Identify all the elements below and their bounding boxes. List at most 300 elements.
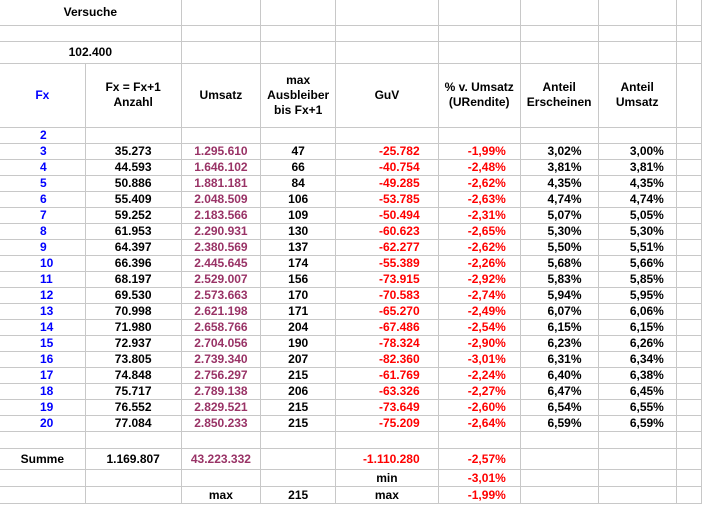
anteil-e-value: 5,68% xyxy=(547,256,582,270)
max-cell[interactable] xyxy=(261,399,336,415)
cell[interactable] xyxy=(676,351,701,367)
cell[interactable] xyxy=(598,469,676,486)
fx-cell[interactable] xyxy=(0,223,85,239)
anzahl-cell[interactable] xyxy=(85,303,181,319)
anzahl-cell[interactable] xyxy=(85,255,181,271)
cell[interactable] xyxy=(181,469,261,486)
anteil-u-cell[interactable] xyxy=(598,415,676,431)
anzahl-cell[interactable] xyxy=(85,223,181,239)
max-cell[interactable] xyxy=(261,159,336,175)
table-row xyxy=(0,367,702,383)
max-cell[interactable] xyxy=(261,415,336,431)
anzahl-cell[interactable] xyxy=(85,399,181,415)
umsatz-value: 2.529.007 xyxy=(194,272,248,286)
cell[interactable] xyxy=(85,469,181,486)
rendite-cell[interactable] xyxy=(438,351,520,367)
rendite-cell[interactable] xyxy=(438,335,520,351)
max-cell[interactable] xyxy=(261,143,336,159)
cell[interactable] xyxy=(85,431,181,448)
anteil-u-cell[interactable] xyxy=(598,367,676,383)
anteil-u-cell[interactable] xyxy=(598,287,676,303)
fx-cell[interactable] xyxy=(0,415,85,431)
rendite-cell[interactable] xyxy=(438,255,520,271)
header-anzahl[interactable] xyxy=(85,63,181,127)
rendite-cell[interactable] xyxy=(438,367,520,383)
fx-cell[interactable] xyxy=(0,399,85,415)
guv-cell[interactable] xyxy=(336,415,438,431)
table-row xyxy=(0,319,702,335)
anteil-u-value: 5,30% xyxy=(629,224,664,238)
rendite-value: -2,62% xyxy=(467,176,506,190)
header-fx[interactable] xyxy=(0,63,85,127)
fx-cell[interactable] xyxy=(0,255,85,271)
umsatz-cell[interactable] xyxy=(181,415,261,431)
anzahl-cell[interactable] xyxy=(85,319,181,335)
max-cell[interactable] xyxy=(261,175,336,191)
cell[interactable] xyxy=(0,486,85,503)
anteil-e-cell[interactable] xyxy=(520,367,598,383)
anteil-u-cell[interactable] xyxy=(598,159,676,175)
anzahl-cell[interactable] xyxy=(85,175,181,191)
anzahl-cell[interactable] xyxy=(85,335,181,351)
umsatz-cell[interactable] xyxy=(181,367,261,383)
rendite-cell[interactable] xyxy=(438,303,520,319)
summe-anzahl-cell[interactable] xyxy=(85,448,181,469)
table-row xyxy=(0,335,702,351)
anteil-u-cell[interactable] xyxy=(598,383,676,399)
cell[interactable] xyxy=(438,431,520,448)
guv-cell[interactable] xyxy=(336,335,438,351)
max-label2-cell[interactable] xyxy=(336,486,438,503)
fx-value: 19 xyxy=(40,400,54,414)
guv-cell[interactable] xyxy=(336,287,438,303)
rendite-cell[interactable] xyxy=(438,239,520,255)
anteil-u-cell[interactable] xyxy=(598,175,676,191)
guv-cell[interactable] xyxy=(336,191,438,207)
cell[interactable] xyxy=(85,486,181,503)
cell[interactable] xyxy=(520,431,598,448)
anzahl-cell[interactable] xyxy=(85,351,181,367)
max-value: 206 xyxy=(288,384,309,398)
guv-value: -82.360 xyxy=(378,352,420,366)
cell[interactable] xyxy=(336,431,438,448)
guv-cell[interactable] xyxy=(336,255,438,271)
cell[interactable] xyxy=(676,223,701,239)
rendite-cell[interactable] xyxy=(438,191,520,207)
cell[interactable] xyxy=(676,255,701,271)
min-label-cell[interactable] xyxy=(336,469,438,486)
table-row xyxy=(0,351,702,367)
rendite-cell[interactable] xyxy=(438,399,520,415)
fx-cell[interactable] xyxy=(0,351,85,367)
anzahl-value: 70.998 xyxy=(114,304,152,318)
cell[interactable] xyxy=(438,41,520,63)
max-label: max xyxy=(208,487,233,502)
cell[interactable] xyxy=(676,448,701,469)
anteil-u-cell[interactable] xyxy=(598,303,676,319)
cell[interactable] xyxy=(676,207,701,223)
cell[interactable] xyxy=(676,127,701,143)
rendite-cell[interactable] xyxy=(438,175,520,191)
cell[interactable] xyxy=(520,486,598,503)
max-value: 156 xyxy=(288,272,309,286)
umsatz-cell[interactable] xyxy=(181,255,261,271)
rendite-cell[interactable] xyxy=(438,159,520,175)
umsatz-cell[interactable] xyxy=(181,303,261,319)
guv-value: -49.285 xyxy=(378,176,420,190)
anteil-u-cell[interactable] xyxy=(598,335,676,351)
rendite-cell[interactable] xyxy=(438,415,520,431)
max-value: 215 xyxy=(288,416,309,430)
fx-cell[interactable] xyxy=(0,191,85,207)
anteil-e-cell[interactable] xyxy=(520,303,598,319)
cell[interactable] xyxy=(520,25,598,41)
header-rendite-line1: % v. Umsatz xyxy=(444,80,514,94)
cell[interactable] xyxy=(676,175,701,191)
anteil-e-value: 5,50% xyxy=(547,240,582,254)
cell[interactable] xyxy=(336,41,438,63)
max-cell[interactable] xyxy=(261,351,336,367)
fx-cell[interactable] xyxy=(0,175,85,191)
rendite-value: -2,48% xyxy=(467,160,506,174)
anteil-u-value: 6,59% xyxy=(629,416,664,430)
cell[interactable] xyxy=(676,383,701,399)
cell[interactable] xyxy=(598,431,676,448)
summe-label-cell[interactable] xyxy=(0,448,85,469)
max-cell[interactable] xyxy=(261,191,336,207)
max-value: 190 xyxy=(288,336,309,350)
umsatz-value: 2.789.138 xyxy=(194,384,248,398)
cell[interactable] xyxy=(676,469,701,486)
cell[interactable] xyxy=(676,63,701,127)
cell[interactable] xyxy=(181,0,261,25)
cell[interactable] xyxy=(676,319,701,335)
header-umsatz[interactable] xyxy=(181,63,261,127)
cell[interactable] xyxy=(520,448,598,469)
cell[interactable] xyxy=(598,0,676,25)
anzahl-cell[interactable] xyxy=(85,127,181,143)
max-value: 204 xyxy=(288,320,309,334)
guv-cell[interactable] xyxy=(336,127,438,143)
header-anteil-umsatz[interactable] xyxy=(598,63,676,127)
umsatz-cell[interactable] xyxy=(181,175,261,191)
cell[interactable] xyxy=(520,0,598,25)
guv-cell[interactable] xyxy=(336,159,438,175)
guv-cell[interactable] xyxy=(336,143,438,159)
rendite-cell[interactable] xyxy=(438,271,520,287)
cell[interactable] xyxy=(0,469,85,486)
anzahl-cell[interactable] xyxy=(85,191,181,207)
cell[interactable] xyxy=(261,448,336,469)
max-cell[interactable] xyxy=(261,239,336,255)
umsatz-cell[interactable] xyxy=(181,159,261,175)
anteil-e-cell[interactable] xyxy=(520,319,598,335)
cell[interactable] xyxy=(520,41,598,63)
cell[interactable] xyxy=(181,25,261,41)
max-value: 170 xyxy=(288,288,309,302)
guv-cell[interactable] xyxy=(336,223,438,239)
umsatz-cell[interactable] xyxy=(181,383,261,399)
anteil-u-cell[interactable] xyxy=(598,127,676,143)
fx-cell[interactable] xyxy=(0,159,85,175)
cell[interactable] xyxy=(676,486,701,503)
cell[interactable] xyxy=(181,41,261,63)
max-value: 171 xyxy=(288,304,309,318)
cell[interactable] xyxy=(598,486,676,503)
fx-cell[interactable] xyxy=(0,127,85,143)
max-value: 106 xyxy=(288,192,309,206)
max-cell[interactable] xyxy=(261,223,336,239)
title-cell[interactable]: Versuche xyxy=(0,0,181,25)
fx-cell[interactable] xyxy=(0,239,85,255)
anteil-e-cell[interactable] xyxy=(520,159,598,175)
fx-cell[interactable] xyxy=(0,319,85,335)
umsatz-cell[interactable] xyxy=(181,335,261,351)
max-cell[interactable] xyxy=(261,127,336,143)
fx-cell[interactable] xyxy=(0,207,85,223)
table-row xyxy=(0,383,702,399)
table-row xyxy=(0,255,702,271)
anzahl-cell[interactable] xyxy=(85,239,181,255)
rendite-cell[interactable] xyxy=(438,383,520,399)
anteil-e-cell[interactable] xyxy=(520,335,598,351)
umsatz-cell[interactable] xyxy=(181,143,261,159)
min-rendite-cell[interactable] xyxy=(438,469,520,486)
umsatz-cell[interactable] xyxy=(181,191,261,207)
umsatz-value: 2.829.521 xyxy=(194,400,248,414)
fx-value: 4 xyxy=(40,160,47,174)
max-cell[interactable] xyxy=(261,319,336,335)
rendite-cell[interactable] xyxy=(438,143,520,159)
anteil-u-value: 6,15% xyxy=(629,320,664,334)
max-value: 137 xyxy=(288,240,309,254)
header-guv[interactable] xyxy=(336,63,438,127)
umsatz-cell[interactable] xyxy=(181,287,261,303)
anteil-u-cell[interactable] xyxy=(598,239,676,255)
max-ausbleiber-cell[interactable] xyxy=(261,486,336,503)
anzahl-cell[interactable] xyxy=(85,207,181,223)
anteil-u-value: 5,66% xyxy=(629,256,664,270)
anteil-e-cell[interactable] xyxy=(520,127,598,143)
cell[interactable] xyxy=(676,191,701,207)
max-rendite-cell[interactable] xyxy=(438,486,520,503)
anteil-e-cell[interactable] xyxy=(520,383,598,399)
fx-value: 11 xyxy=(40,272,53,286)
guv-cell[interactable] xyxy=(336,383,438,399)
anteil-e-value: 3,02% xyxy=(547,144,582,158)
guv-cell[interactable] xyxy=(336,271,438,287)
rendite-cell[interactable] xyxy=(438,287,520,303)
cell[interactable] xyxy=(676,25,701,41)
cell[interactable] xyxy=(676,431,701,448)
umsatz-value: 2.739.340 xyxy=(194,352,248,366)
umsatz-cell[interactable] xyxy=(181,399,261,415)
cell[interactable] xyxy=(676,0,701,25)
guv-cell[interactable] xyxy=(336,175,438,191)
anzahl-value: 72.937 xyxy=(114,336,152,350)
anteil-e-cell[interactable] xyxy=(520,191,598,207)
cell[interactable] xyxy=(676,41,701,63)
cell[interactable] xyxy=(676,143,701,159)
anteil-u-value: 5,51% xyxy=(629,240,664,254)
anteil-u-value: 4,74% xyxy=(629,192,664,206)
anteil-u-cell[interactable] xyxy=(598,207,676,223)
anteil-e-value: 5,83% xyxy=(547,272,582,286)
cell[interactable] xyxy=(261,469,336,486)
anteil-e-cell[interactable] xyxy=(520,271,598,287)
fx-value: 12 xyxy=(40,288,54,302)
anzahl-cell[interactable] xyxy=(85,271,181,287)
anteil-e-value: 6,59% xyxy=(547,416,582,430)
anzahl-cell[interactable] xyxy=(85,159,181,175)
cell[interactable] xyxy=(676,335,701,351)
cell[interactable] xyxy=(520,469,598,486)
fx-value: 6 xyxy=(40,192,47,206)
anzahl-value: 55.409 xyxy=(114,192,152,206)
guv-cell[interactable] xyxy=(336,239,438,255)
cell[interactable] xyxy=(181,431,261,448)
anzahl-value: 68.197 xyxy=(114,272,152,286)
cell[interactable] xyxy=(676,303,701,319)
summe-rendite-cell[interactable] xyxy=(438,448,520,469)
anteil-u-cell[interactable] xyxy=(598,399,676,415)
anteil-u-cell[interactable] xyxy=(598,143,676,159)
max-cell[interactable] xyxy=(261,207,336,223)
cell[interactable] xyxy=(0,25,181,41)
anzahl-value: 64.397 xyxy=(114,240,152,254)
anzahl-value: 44.593 xyxy=(114,160,152,174)
cell[interactable] xyxy=(261,41,336,63)
fx-cell[interactable] xyxy=(0,303,85,319)
rendite-cell[interactable] xyxy=(438,223,520,239)
anzahl-cell[interactable] xyxy=(85,143,181,159)
umsatz-cell[interactable] xyxy=(181,223,261,239)
max-cell[interactable] xyxy=(261,303,336,319)
rendite-value: -1,99% xyxy=(467,144,506,158)
anzahl-cell[interactable] xyxy=(85,383,181,399)
fx-cell[interactable] xyxy=(0,143,85,159)
max-cell[interactable] xyxy=(261,367,336,383)
umsatz-cell[interactable] xyxy=(181,207,261,223)
max-cell[interactable] xyxy=(261,255,336,271)
cell[interactable] xyxy=(261,25,336,41)
rendite-value: -2,31% xyxy=(467,208,506,222)
rendite-cell[interactable] xyxy=(438,207,520,223)
guv-cell[interactable] xyxy=(336,319,438,335)
max-value: 207 xyxy=(288,352,309,366)
guv-cell[interactable] xyxy=(336,399,438,415)
cell[interactable] xyxy=(676,271,701,287)
fx-cell[interactable] xyxy=(0,367,85,383)
anteil-u-cell[interactable] xyxy=(598,255,676,271)
cell[interactable] xyxy=(336,25,438,41)
anteil-u-cell[interactable] xyxy=(598,191,676,207)
header-anteil-erscheinen[interactable] xyxy=(520,63,598,127)
fx-cell[interactable] xyxy=(0,383,85,399)
cell[interactable] xyxy=(0,431,85,448)
anteil-u-value: 6,26% xyxy=(629,336,664,350)
fx-value: 20 xyxy=(40,416,54,430)
fx-cell[interactable] xyxy=(0,335,85,351)
cell[interactable] xyxy=(676,415,701,431)
anteil-u-cell[interactable] xyxy=(598,351,676,367)
versuche-value-cell[interactable]: 102.400 xyxy=(0,41,181,63)
guv-cell[interactable] xyxy=(336,207,438,223)
max-label-cell[interactable] xyxy=(181,486,261,503)
anzahl-cell[interactable] xyxy=(85,415,181,431)
anteil-e-cell[interactable] xyxy=(520,223,598,239)
umsatz-cell[interactable] xyxy=(181,127,261,143)
fx-cell[interactable] xyxy=(0,271,85,287)
guv-cell[interactable] xyxy=(336,351,438,367)
min-label: min xyxy=(376,470,398,485)
fx-value: 5 xyxy=(40,176,47,190)
cell[interactable] xyxy=(598,41,676,63)
anzahl-value: 59.252 xyxy=(114,208,152,222)
anteil-u-cell[interactable] xyxy=(598,319,676,335)
cell[interactable] xyxy=(676,287,701,303)
guv-cell[interactable] xyxy=(336,303,438,319)
cell[interactable] xyxy=(598,448,676,469)
table-row xyxy=(0,143,702,159)
max-value: 84 xyxy=(291,176,305,190)
umsatz-cell[interactable] xyxy=(181,351,261,367)
anteil-e-cell[interactable] xyxy=(520,207,598,223)
cell[interactable] xyxy=(676,239,701,255)
summe-umsatz-cell[interactable] xyxy=(181,448,261,469)
summe-guv-cell[interactable] xyxy=(336,448,438,469)
cell[interactable] xyxy=(676,159,701,175)
anteil-e-cell[interactable] xyxy=(520,143,598,159)
anteil-e-cell[interactable] xyxy=(520,175,598,191)
table-row xyxy=(0,271,702,287)
cell[interactable] xyxy=(676,367,701,383)
max-cell[interactable] xyxy=(261,271,336,287)
anzahl-cell[interactable] xyxy=(85,367,181,383)
anteil-e-cell[interactable] xyxy=(520,415,598,431)
anzahl-cell[interactable] xyxy=(85,287,181,303)
max-cell[interactable] xyxy=(261,335,336,351)
header-max-ausbleiber[interactable] xyxy=(261,63,336,127)
fx-value: 8 xyxy=(40,224,47,238)
rendite-cell[interactable] xyxy=(438,127,520,143)
max-cell[interactable] xyxy=(261,383,336,399)
rendite-cell[interactable] xyxy=(438,319,520,335)
header-rendite[interactable] xyxy=(438,63,520,127)
anteil-e-cell[interactable] xyxy=(520,351,598,367)
cell[interactable] xyxy=(438,25,520,41)
anteil-u-cell[interactable] xyxy=(598,223,676,239)
cell[interactable] xyxy=(676,399,701,415)
anteil-e-cell[interactable] xyxy=(520,287,598,303)
umsatz-cell[interactable] xyxy=(181,239,261,255)
umsatz-value: 1.646.102 xyxy=(194,160,248,174)
fx-cell[interactable] xyxy=(0,287,85,303)
max-cell[interactable] xyxy=(261,287,336,303)
cell[interactable] xyxy=(598,25,676,41)
anteil-e-cell[interactable] xyxy=(520,239,598,255)
umsatz-cell[interactable] xyxy=(181,319,261,335)
cell[interactable] xyxy=(336,0,438,25)
guv-cell[interactable] xyxy=(336,367,438,383)
umsatz-cell[interactable] xyxy=(181,271,261,287)
anteil-e-cell[interactable] xyxy=(520,399,598,415)
anteil-e-cell[interactable] xyxy=(520,255,598,271)
cell[interactable] xyxy=(261,0,336,25)
cell[interactable] xyxy=(438,0,520,25)
cell[interactable] xyxy=(261,431,336,448)
anteil-u-cell[interactable] xyxy=(598,271,676,287)
